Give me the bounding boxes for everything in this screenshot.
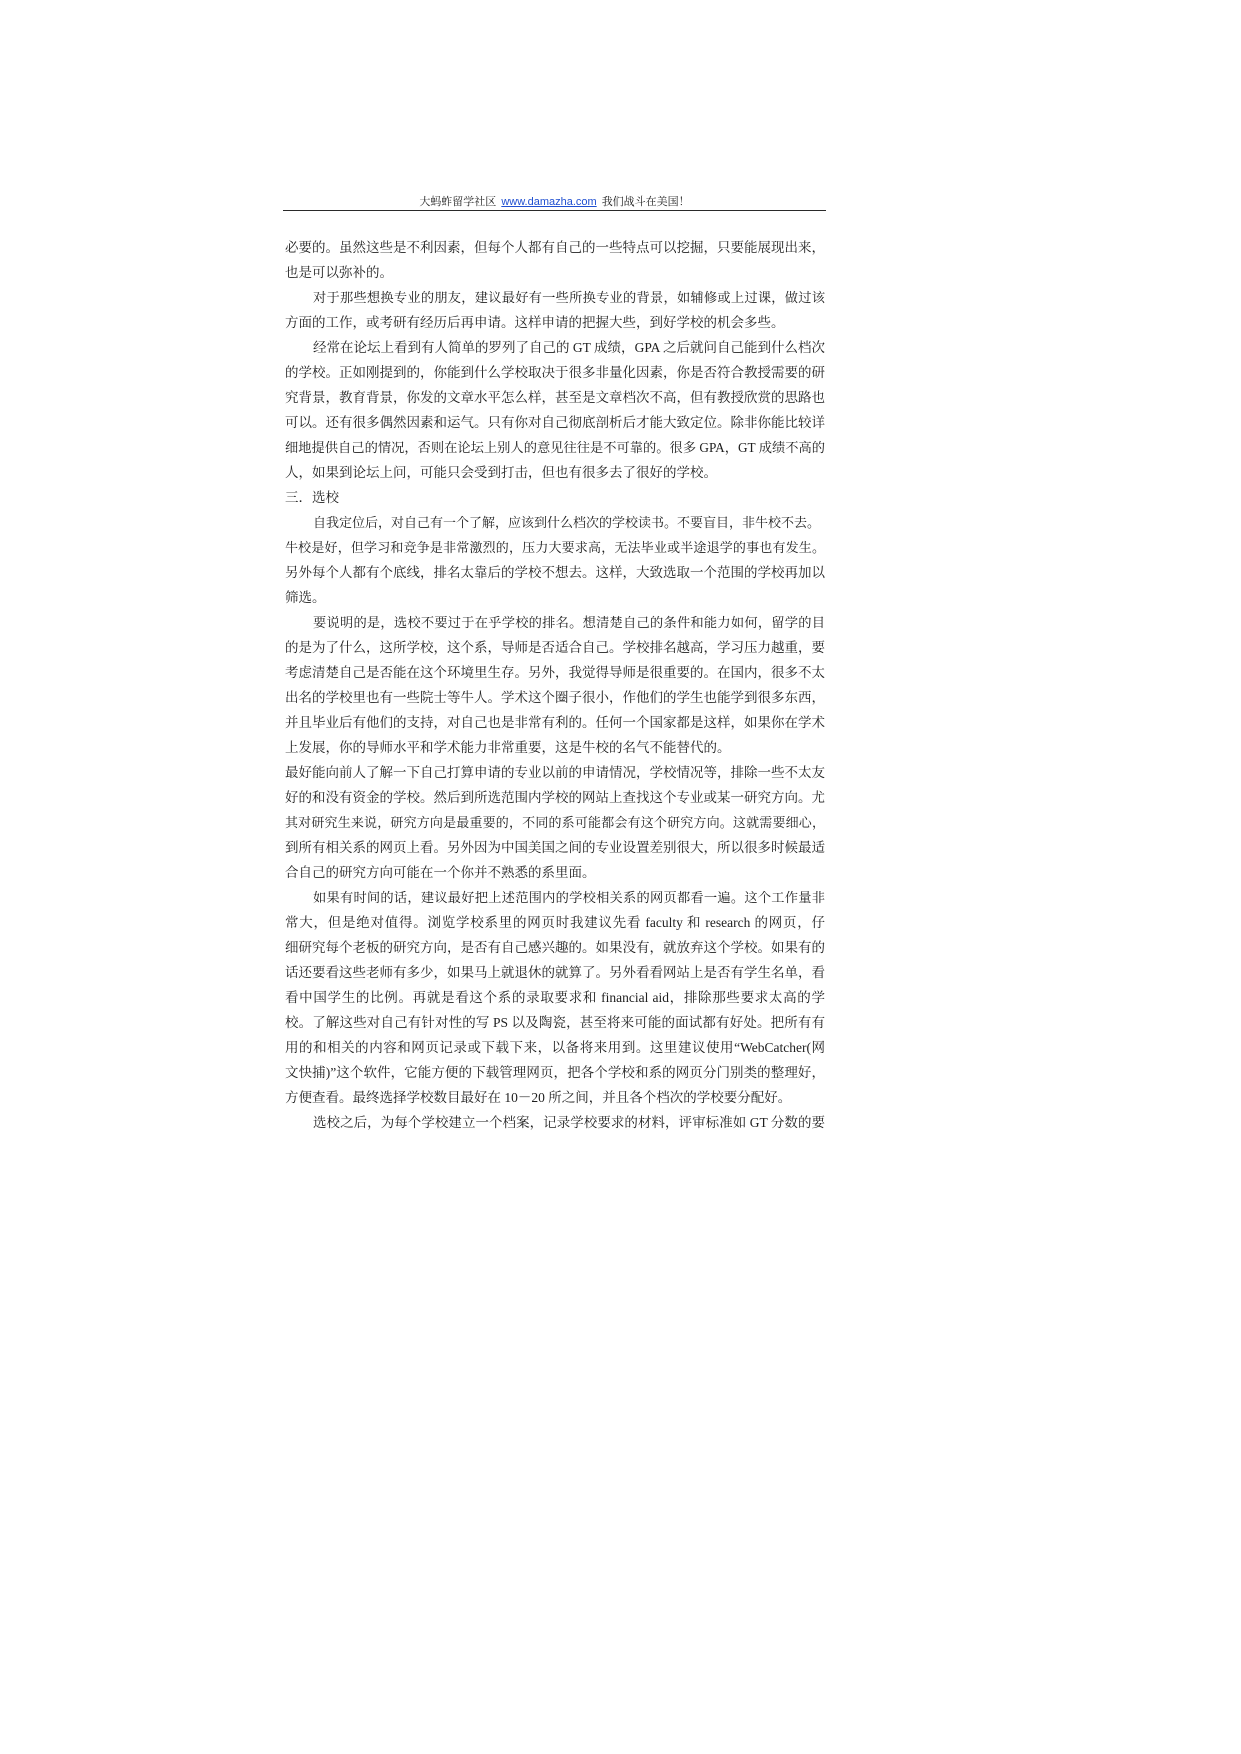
paragraph <box>285 285 825 335</box>
text-line: 话还要看这些老师有多少，如果马上就退休的就算了。另外看看网站上是否有学生名单，看 <box>285 965 825 980</box>
paragraph <box>285 885 825 1110</box>
text-line: 可以。还有很多偶然因素和运气。只有你对自己彻底剖析后才能大致定位。除非你能比较详 <box>285 415 825 430</box>
text-line: 常大，但是绝对值得。浏览学校系里的网页时我建议先看 faculty 和 research 的网页，仔 <box>285 915 825 930</box>
text-line: 合自己的研究方向可能在一个你并不熟悉的系里面。 <box>285 865 596 880</box>
section-heading <box>285 485 825 510</box>
text-line: 筛选。 <box>285 590 326 605</box>
text-line: 最好能向前人了解一下自己打算申请的专业以前的申请情况，学校情况等，排除一些不太友 <box>285 765 825 780</box>
paragraph <box>285 235 825 285</box>
paragraph <box>285 760 825 885</box>
text-line: 细地提供自己的情况，否则在论坛上别人的意见往往是不可靠的。很多 GPA，GT 成绩不高的 <box>285 440 825 455</box>
paragraph <box>285 610 825 760</box>
text-line: 并且毕业后有他们的支持，对自己也是非常有利的。任何一个国家都是这样，如果你在学术 <box>285 715 825 730</box>
text-line: 如果有时间的话，建议最好把上述范围内的学校相关系的网页都看一遍。这个工作量非 <box>313 890 825 905</box>
text-line: 牛校是好，但学习和竞争是非常激烈的，压力大要求高，无法毕业或半途退学的事也有发生。 <box>285 540 825 555</box>
text-line: 经常在论坛上看到有人简单的罗列了自己的 GT 成绩，GPA 之后就问自己能到什么档次 <box>313 340 825 355</box>
document-body <box>285 235 825 1135</box>
text-line: 出名的学校里也有一些院士等牛人。学术这个圈子很小，作他们的学生也能学到很多东西， <box>285 690 825 705</box>
text-line: 细研究每个老板的研究方向，是否有自己感兴趣的。如果没有，就放弃这个学校。如果有的 <box>285 940 825 955</box>
text-line: 用的和相关的内容和网页记录或下载下来，以备将来用到。这里建议使用“WebCatcher(网 <box>285 1040 825 1055</box>
site-name: 大蚂蚱留学社区 <box>419 196 497 208</box>
text-line: 也是可以弥补的。 <box>285 265 393 280</box>
text-line: 其对研究生来说，研究方向是最重要的，不同的系可能都会有这个研究方向。这就需要细心， <box>285 815 825 830</box>
text-line: 选校之后，为每个学校建立一个档案，记录学校要求的材料，评审标准如 GT 分数的要 <box>313 1115 825 1130</box>
section-heading-text: 三．选校 <box>285 490 339 505</box>
text-line: 人，如果到论坛上问，可能只会受到打击，但也有很多去了很好的学校。 <box>285 465 717 480</box>
text-line: 的学校。正如刚提到的，你能到什么学校取决于很多非量化因素，你是否符合教授需要的研 <box>285 365 825 380</box>
paragraph <box>285 510 825 610</box>
text-line: 对于那些想换专业的朋友，建议最好有一些所换专业的背景，如辅修或上过课，做过该 <box>313 290 825 305</box>
text-line: 考虑清楚自己是否能在这个环境里生存。另外，我觉得导师是很重要的。在国内，很多不太 <box>285 665 825 680</box>
text-line: 方面的工作，或考研有经历后再申请。这样申请的把握大些，到好学校的机会多些。 <box>285 315 785 330</box>
text-line: 到所有相关系的网页上看。另外因为中国美国之间的专业设置差别很大，所以很多时候最适 <box>285 840 825 855</box>
text-line: 的是为了什么，这所学校，这个系，导师是否适合自己。学校排名越高，学习压力越重，要 <box>285 640 825 655</box>
text-line: 上发展，你的导师水平和学术能力非常重要，这是牛校的名气不能替代的。 <box>285 740 731 755</box>
site-slogan: 我们战斗在美国！ <box>601 196 690 208</box>
text-line: 文快捕)”这个软件，它能方便的下载管理网页，把各个学校和系的网页分门别类的整理好， <box>285 1065 825 1080</box>
text-line: 看中国学生的比例。再就是看这个系的录取要求和 financial aid，排除那些要求太高的学 <box>285 990 825 1005</box>
text-line: 方便查看。最终选择学校数目最好在 10－20 所之间，并且各个档次的学校要分配好。 <box>285 1090 792 1105</box>
paragraph <box>285 1110 825 1135</box>
site-url-link[interactable]: www.damazha.com <box>501 196 597 208</box>
running-header <box>283 194 826 211</box>
text-line: 究背景，教育背景，你发的文章水平怎么样，甚至是文章档次不高，但有教授欣赏的思路也 <box>285 390 825 405</box>
text-line: 自我定位后，对自己有一个了解，应该到什么档次的学校读书。不要盲目，非牛校不去。 <box>313 515 821 530</box>
text-line: 要说明的是，选校不要过于在乎学校的排名。想清楚自己的条件和能力如何，留学的目 <box>313 615 825 630</box>
text-line: 另外每个人都有个底线，排名太靠后的学校不想去。这样，大致选取一个范围的学校再加以 <box>285 565 825 580</box>
text-line: 必要的。虽然这些是不利因素，但每个人都有自己的一些特点可以挖掘，只要能展现出来， <box>285 240 825 255</box>
text-line: 校。了解这些对自己有针对性的写 PS 以及陶瓷，甚至将来可能的面试都有好处。把所有有 <box>285 1015 825 1030</box>
text-line: 好的和没有资金的学校。然后到所选范围内学校的网站上查找这个专业或某一研究方向。尤 <box>285 790 825 805</box>
paragraph <box>285 335 825 485</box>
